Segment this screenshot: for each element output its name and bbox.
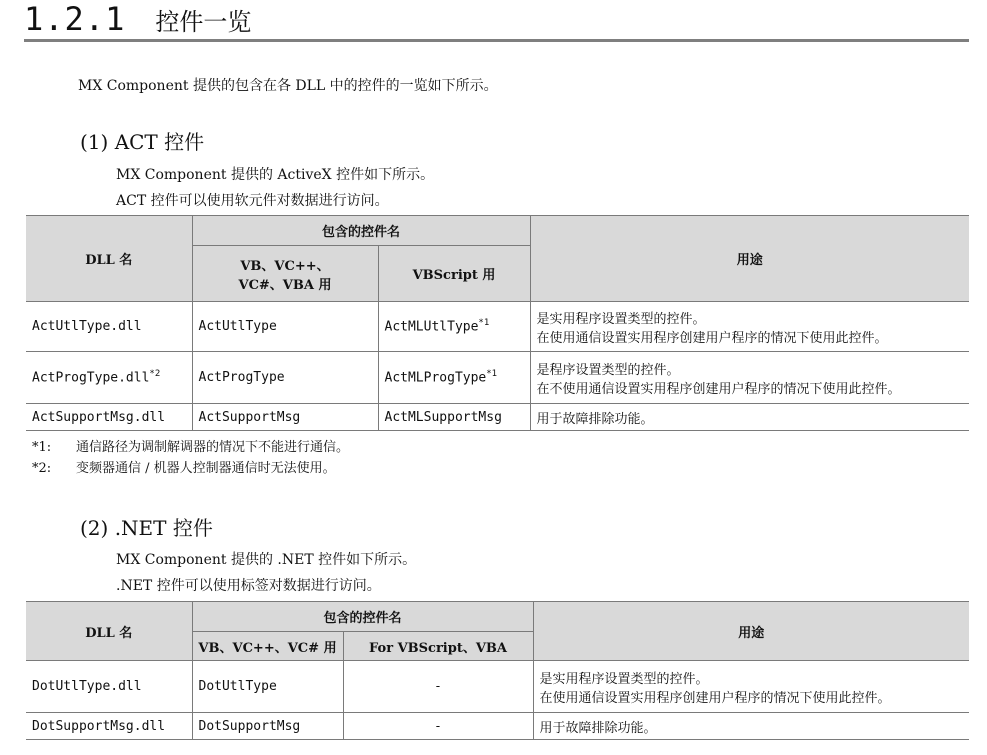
section-title bbox=[24, 0, 251, 38]
net-heading: (2) .NET 控件 bbox=[80, 516, 213, 540]
vbs-cell: - bbox=[343, 661, 533, 713]
net-header-usage: 用途 bbox=[533, 602, 969, 661]
vbs-cell: ActMLProgType$^{*1}$ bbox=[378, 352, 530, 404]
footnote-2: *2: 变频器通信 / 机器人控制器通信时无法使用。 bbox=[32, 461, 336, 476]
vbs-cell: ActMLUtlType$^{*1}$ bbox=[378, 302, 530, 352]
dll-cell: DotSupportMsg.dll bbox=[26, 713, 192, 740]
intro-text: MX Component 提供的包含在各 DLL 中的控件的一览如下所示。 bbox=[78, 78, 498, 94]
dll-cell: DotUtlType.dll bbox=[26, 661, 192, 713]
net-header-vbs: For VBScript、VBA bbox=[343, 632, 533, 661]
vbs-cell: - bbox=[343, 713, 533, 740]
net-header-group: 包含的控件名 bbox=[192, 602, 533, 632]
usage-cell: 用于故障排除功能。 bbox=[533, 713, 969, 740]
vb-cell: DotUtlType bbox=[192, 661, 343, 713]
vb-cell: DotSupportMsg bbox=[192, 713, 343, 740]
table-row bbox=[26, 661, 969, 713]
footnote-1: *1: 通信路径为调制解调器的情况下不能进行通信。 bbox=[32, 440, 350, 455]
act-header-dll: DLL 名 bbox=[26, 216, 192, 302]
net-header-dll: DLL 名 bbox=[26, 602, 192, 661]
act-header-group: 包含的控件名 bbox=[192, 216, 530, 246]
act-header-usage: 用途 bbox=[530, 216, 969, 302]
net-table bbox=[26, 601, 969, 740]
act-header-vb: VB、VC++、 VC#、VBA 用 bbox=[192, 246, 378, 302]
table-row bbox=[26, 713, 969, 740]
table-row bbox=[26, 404, 969, 431]
net-desc-2: .NET 控件可以使用标签对数据进行访问。 bbox=[116, 578, 381, 594]
dll-cell: ActProgType.dll$^{*2}$ bbox=[26, 352, 192, 404]
dll-cell: ActUtlType.dll bbox=[26, 302, 192, 352]
usage-cell: 是程序设置类型的控件。 在不使用通信设置实用程序创建用户程序的情况下使用此控件。 bbox=[530, 352, 969, 404]
dll-cell: ActSupportMsg.dll bbox=[26, 404, 192, 431]
vb-cell: ActUtlType bbox=[192, 302, 378, 352]
net-header-vb: VB、VC++、VC# 用 bbox=[192, 632, 343, 661]
net-desc-1: MX Component 提供的 .NET 控件如下所示。 bbox=[116, 552, 417, 568]
table-row bbox=[26, 352, 969, 404]
act-desc-1: MX Component 提供的 ActiveX 控件如下所示。 bbox=[116, 167, 435, 183]
vb-cell: ActSupportMsg bbox=[192, 404, 378, 431]
usage-cell: 是实用程序设置类型的控件。 在使用通信设置实用程序创建用户程序的情况下使用此控件。 bbox=[530, 302, 969, 352]
section-number: 1.2.1 bbox=[24, 0, 126, 38]
act-table bbox=[26, 215, 969, 431]
usage-cell: 是实用程序设置类型的控件。 在使用通信设置实用程序创建用户程序的情况下使用此控件。 bbox=[533, 661, 969, 713]
vb-cell: ActProgType bbox=[192, 352, 378, 404]
title-rule bbox=[24, 39, 969, 42]
act-desc-2: ACT 控件可以使用软元件对数据进行访问。 bbox=[116, 193, 389, 209]
act-header-vbs: VBScript 用 bbox=[378, 246, 530, 302]
act-heading: (1) ACT 控件 bbox=[80, 130, 205, 154]
usage-cell: 用于故障排除功能。 bbox=[530, 404, 969, 431]
section-heading: 控件一览 bbox=[155, 7, 252, 36]
vbs-cell: ActMLSupportMsg bbox=[378, 404, 530, 431]
table-row bbox=[26, 302, 969, 352]
